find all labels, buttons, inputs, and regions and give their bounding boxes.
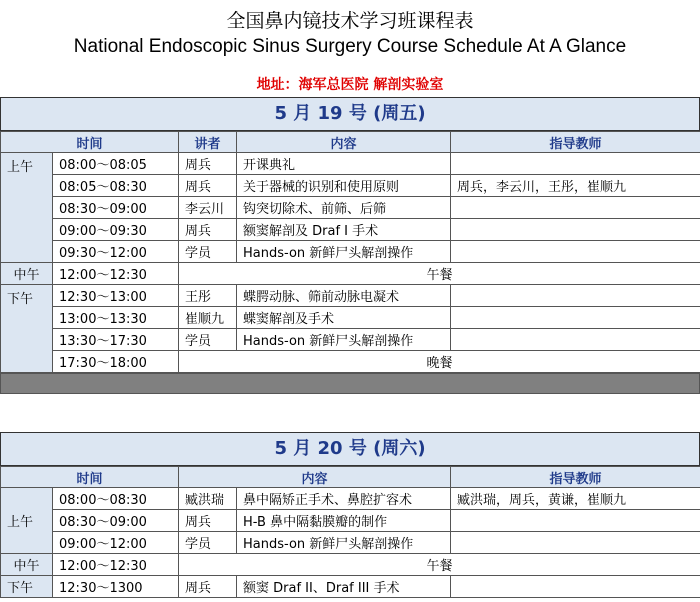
day1-schedule	[0, 97, 700, 394]
row-content: Hands-on 新鲜尸头解剖操作	[237, 241, 451, 263]
row-lecturer: 李云川	[179, 197, 237, 219]
row-time: 08:00～08:30	[53, 488, 179, 510]
period-noon: 中午	[1, 554, 53, 576]
row-instructor	[451, 510, 700, 532]
row-instructor	[451, 219, 700, 241]
row-time: 12:30～13:00	[53, 285, 179, 307]
row-instructor	[451, 285, 700, 307]
row-time: 08:30～09:00	[53, 197, 179, 219]
column-header-instructor: 指导教师	[451, 467, 700, 488]
table-row	[1, 329, 700, 351]
page-title-chinese: 全国鼻内镜技术学习班课程表	[226, 10, 474, 32]
table-row	[1, 175, 700, 197]
row-instructor	[451, 329, 700, 351]
lunch-label: 午餐	[179, 263, 700, 285]
column-header-time: 时间	[1, 467, 179, 488]
row-lecturer: 学员	[179, 241, 237, 263]
row-time: 09:00～12:00	[53, 532, 179, 554]
day1-column-headers	[1, 132, 700, 153]
day1-table	[0, 131, 700, 373]
row-content: 蝶窦解剖及手术	[237, 307, 451, 329]
table-row-lunch	[1, 554, 700, 576]
column-header-lecturer: 讲者	[179, 132, 237, 153]
table-row	[1, 285, 700, 307]
table-row	[1, 488, 700, 510]
row-lecturer: 周兵	[179, 153, 237, 175]
row-instructor	[451, 153, 700, 175]
row-lecturer: 崔顺九	[179, 307, 237, 329]
period-morning: 上午	[1, 488, 53, 554]
table-row	[1, 219, 700, 241]
row-content: 蝶腭动脉、筛前动脉电凝术	[237, 285, 451, 307]
table-row	[1, 576, 700, 598]
row-content: Hands-on 新鲜尸头解剖操作	[237, 329, 451, 351]
row-content: 钩突切除术、前筛、后筛	[237, 197, 451, 219]
row-content: Hands-on 新鲜尸头解剖操作	[237, 532, 451, 554]
period-morning: 上午	[1, 153, 53, 263]
row-content: 鼻中隔矫正手术、鼻腔扩容术	[237, 488, 451, 510]
row-time: 08:00～08:05	[53, 153, 179, 175]
row-time: 09:30～12:00	[53, 241, 179, 263]
day1-header: 5 月 19 号 (周五)	[0, 97, 700, 131]
row-lecturer: 周兵	[179, 576, 237, 598]
column-header-time: 时间	[1, 132, 179, 153]
row-instructor	[451, 197, 700, 219]
row-time: 12:00～12:30	[53, 554, 179, 576]
period-noon: 中午	[1, 263, 53, 285]
row-instructor: 臧洪瑞，周兵，黄谦，崔顺九	[451, 488, 700, 510]
period-afternoon: 下午	[1, 576, 53, 598]
column-header-instructor: 指导教师	[451, 132, 700, 153]
row-time: 13:30～17:30	[53, 329, 179, 351]
row-lecturer: 周兵	[179, 175, 237, 197]
row-time: 17:30～18:00	[53, 351, 179, 373]
row-instructor	[451, 532, 700, 554]
row-time: 08:05～08:30	[53, 175, 179, 197]
row-instructor	[451, 307, 700, 329]
table-row-lunch	[1, 263, 700, 285]
row-content: 开课典礼	[237, 153, 451, 175]
row-time: 08:30～09:00	[53, 510, 179, 532]
address-line: 地址：海军总医院 解剖实验室	[256, 77, 444, 93]
row-content: 额窦解剖及 Draf I 手术	[237, 219, 451, 241]
row-content: 关于器械的识别和使用原则	[237, 175, 451, 197]
page-title-english: National Endoscopic Sinus Surgery Course Schedule At A Glance	[73, 36, 627, 57]
table-row	[1, 510, 700, 532]
row-content: 额窦 Draf II、Draf III 手术	[237, 576, 451, 598]
day2-table	[0, 466, 700, 598]
table-row	[1, 241, 700, 263]
lunch-label: 午餐	[179, 554, 700, 576]
row-lecturer: 周兵	[179, 510, 237, 532]
row-lecturer: 学员	[179, 329, 237, 351]
day2-column-headers	[1, 467, 700, 488]
dinner-label: 晚餐	[179, 351, 700, 373]
table-row	[1, 197, 700, 219]
row-time: 13:00～13:30	[53, 307, 179, 329]
day2-header: 5 月 20 号 (周六)	[0, 432, 700, 466]
table-row-dinner	[1, 351, 700, 373]
row-time: 12:00～12:30	[53, 263, 179, 285]
row-lecturer: 周兵	[179, 219, 237, 241]
row-time: 09:00～09:30	[53, 219, 179, 241]
table-row	[1, 153, 700, 175]
column-header-content: 内容	[179, 467, 451, 488]
row-lecturer: 臧洪瑞	[179, 488, 237, 510]
row-content: H-B 鼻中隔黏膜瓣的制作	[237, 510, 451, 532]
row-instructor	[451, 576, 700, 598]
row-lecturer: 王彤	[179, 285, 237, 307]
period-afternoon: 下午	[1, 285, 53, 373]
table-row	[1, 532, 700, 554]
row-instructor	[451, 241, 700, 263]
section-divider-bar	[0, 373, 700, 394]
day2-schedule	[0, 432, 700, 598]
column-header-content: 内容	[237, 132, 451, 153]
table-row	[1, 307, 700, 329]
row-time: 12:30～1300	[53, 576, 179, 598]
row-instructor: 周兵，李云川，王彤，崔顺九	[451, 175, 700, 197]
row-lecturer: 学员	[179, 532, 237, 554]
